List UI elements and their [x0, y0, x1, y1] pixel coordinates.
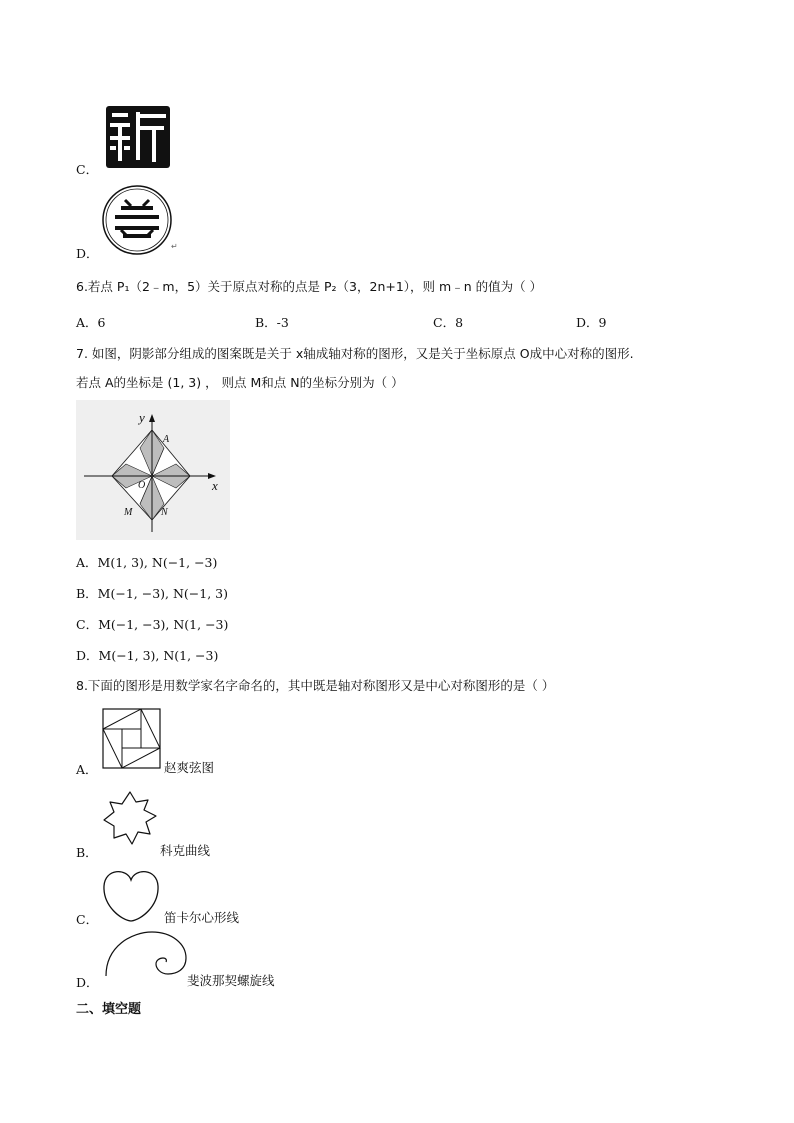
q8-option-b-name: 科克曲线	[160, 843, 211, 858]
q8-option-a-letter: A．	[76, 762, 98, 777]
fig-label-n: N	[161, 507, 168, 518]
q6-stem: 6.若点 P₁（2﹣m，5）关于原点对称的点是 P₂（3，2n+1），则 m﹣n 的值为（ ）	[76, 279, 543, 294]
q8-option-d-name: 斐波那契螺旋线	[187, 973, 275, 988]
section-title: 二、填空题	[76, 1002, 142, 1017]
koch-snowflake-figure	[100, 790, 160, 852]
q8-stem: 8.下面的图形是用数学家名字命名的，其中既是轴对称图形又是中心对称图形的是（ ）	[76, 678, 555, 693]
q7-stem-line1: 7. 如图，阴影部分组成的图案既是关于 x轴成轴对称的图形，又是关于坐标原点 O成中心对称的图形.	[76, 346, 634, 361]
fig-label-o: O	[138, 480, 146, 491]
character-xin-seal-image	[106, 106, 170, 168]
q5-option-d-label: D．	[76, 246, 99, 261]
q8-option-d-letter: D．	[76, 975, 99, 990]
q8-option-a-name: 赵爽弦图	[164, 760, 215, 775]
paragraph-mark: ↵	[171, 242, 178, 251]
fig-label-a: A	[163, 434, 170, 445]
fig-label-y: y	[139, 410, 145, 425]
q7-coordinate-figure	[76, 400, 230, 540]
q7-option-a: A．M(1, 3), N(−1, −3)	[76, 555, 218, 570]
fig-label-x: x	[212, 478, 218, 493]
q7-option-d: D．M(−1, 3), N(1, −3)	[76, 648, 219, 663]
q6-option-a: A．6	[76, 315, 106, 330]
q8-option-c-letter: C．	[76, 912, 99, 927]
cardioid-figure	[101, 866, 161, 924]
fig-label-m: M	[124, 507, 133, 518]
q5-option-c-label: C．	[76, 162, 99, 177]
q6-option-d: D．9	[576, 315, 607, 330]
q8-option-b-letter: B．	[76, 845, 98, 860]
q7-option-b: B．M(−1, −3), N(−1, 3)	[76, 586, 229, 601]
zhao-shuang-figure	[102, 708, 162, 770]
q7-option-c: C．M(−1, −3), N(1, −3)	[76, 617, 229, 632]
fibonacci-spiral-figure	[102, 928, 188, 978]
q8-option-c-name: 笛卡尔心形线	[164, 910, 240, 925]
q6-option-c: C．8	[433, 315, 464, 330]
circle-emblem-image	[101, 184, 173, 256]
q7-stem-line2: 若点 A的坐标是 (1, 3) ， 则点 M和点 N的坐标分别为（ ）	[76, 375, 404, 390]
q6-option-b: B．-3	[255, 315, 289, 330]
